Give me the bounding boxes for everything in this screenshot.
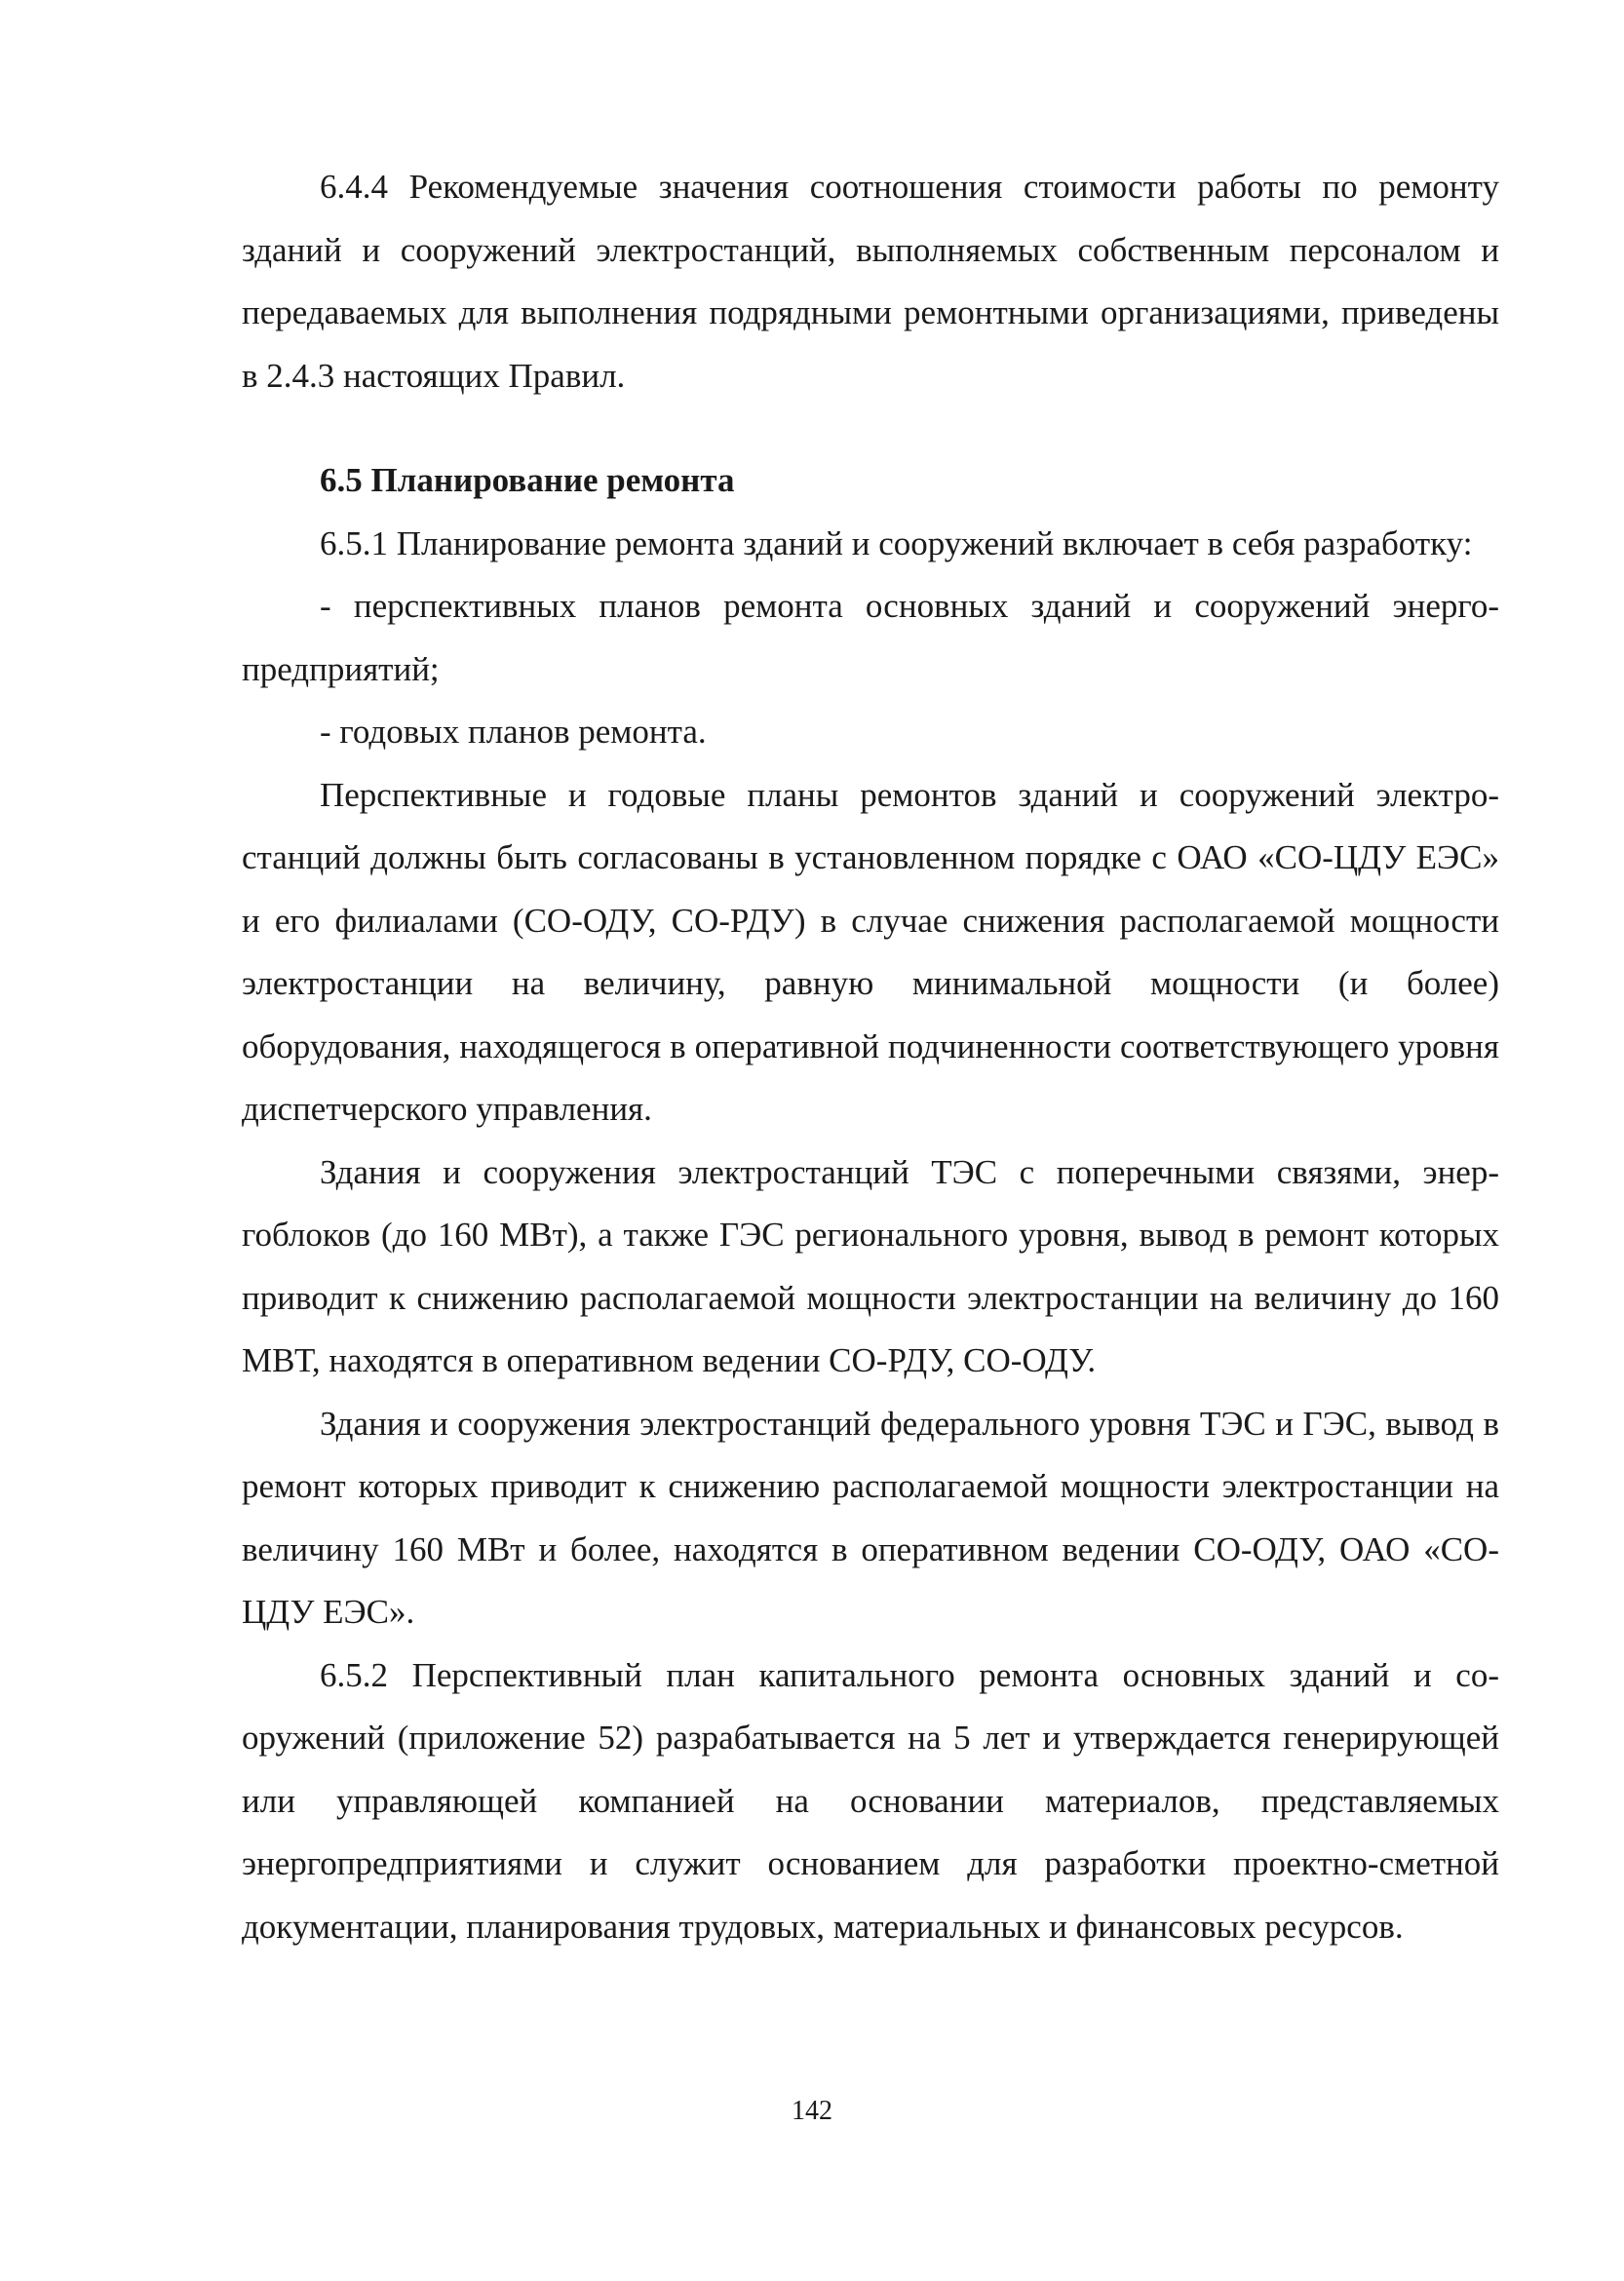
section-heading-6-5: 6.5 Планирование ремонта	[320, 461, 735, 499]
paragraph-6-5-1: 6.5.1 Планирование ремонта зданий и сооружений включает в себя разработку:	[320, 523, 1473, 562]
paragraph-6-4-4: 6.4.4 Рекомендуемые значения соотношения стоимости работы по ремонту зданий и сооружений электростанций, выполняемых собственным персоналом и передаваемых для выполнения подрядными ремонтными организациями, приведены в 2.4.3 настоящих Правил.	[242, 168, 1499, 395]
page-number: 142	[792, 2096, 832, 2126]
list-item-annual-plans: - годовых планов ремонта.	[320, 713, 707, 751]
list-item-perspective-plans: - перспективных планов ремонта основных зданий и сооружений энергопредприятий;	[242, 587, 1499, 688]
paragraph-agreement: Перспективные и годовые планы ремонтов зданий и сооружений электростанций должны быть согласованы в установленном порядке с ОАО «СО-ЦДУ ЕЭС» и его филиалами (СО-ОДУ, СО-РДУ) в случае снижения располагаемой мощности электростанции на величину, равную минимальной мощности (и более) оборудования, находящегося в оперативной подчиненности соответствующего уровня диспетчерского управления.	[242, 775, 1499, 1128]
paragraph-6-5-2: 6.5.2 Перспективный план капитального ремонта основных зданий и сооружений (приложение 52) разрабатывается на 5 лет и утверждается генерирующей или управляющей компанией на основании материалов, представляемых энергопредприятиями и служит основанием для разработки проектно-сметной документации, планирования трудовых, материальных и финансовых ресурсов.	[242, 1655, 1499, 1946]
page-content	[242, 156, 1499, 1958]
paragraph-regional-level: Здания и сооружения электростанций ТЭС с поперечными связями, энергоблоков (до 160 МВт), а также ГЭС регионального уровня, вывод в ремонт которых приводит к снижению располагаемой мощности электростанции на величину до 160 МВТ, находятся в оперативном ведении СО-РДУ, СО-ОДУ.	[242, 1152, 1499, 1379]
paragraph-federal-level: Здания и сооружения электростанций федерального уровня ТЭС и ГЭС, вывод в ремонт которых приводит к снижению располагаемой мощности электростанции на величину 160 МВт и более, находятся в оперативном ведении СО-ОДУ, ОАО «СО-ЦДУ ЕЭС».	[242, 1404, 1499, 1631]
